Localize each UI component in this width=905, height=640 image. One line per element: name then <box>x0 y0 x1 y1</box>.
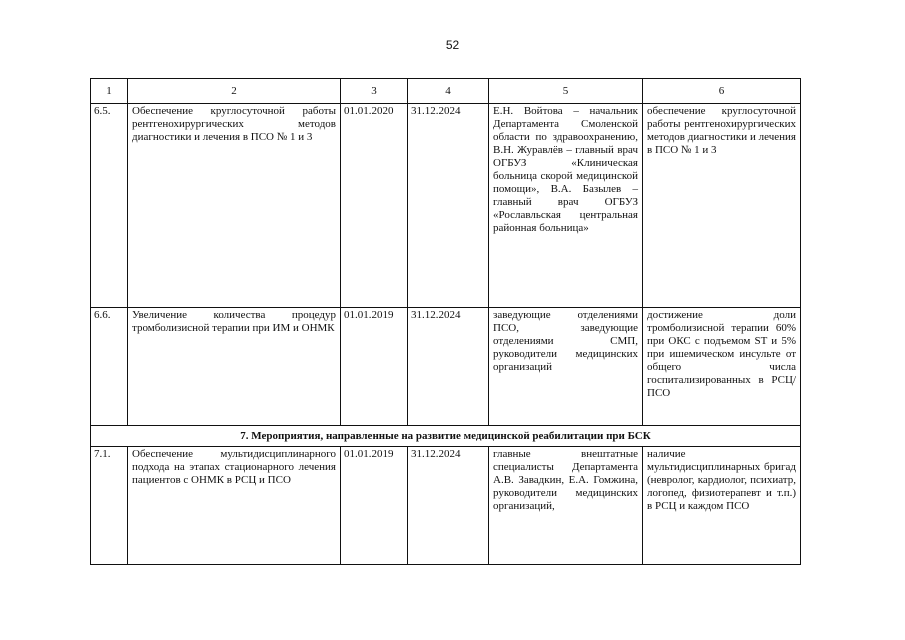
row-number: 6.6. <box>91 308 128 426</box>
column-header: 1 <box>91 79 128 104</box>
expected-result: наличие мультидисциплинарных бригад (невролог, кардиолог, психиатр, логопед, физиотерапевт и т.п.) в РСЦ и каждом ПСО <box>643 447 801 565</box>
responsible-persons: главные внештатные специалисты Департамента А.В. Завадкин, Е.А. Гомжина, руководители медицинских организаций, <box>489 447 643 565</box>
start-date: 01.01.2020 <box>341 104 408 308</box>
end-date: 31.12.2024 <box>408 447 489 565</box>
activity-title: Увеличение количества процедур тромболизисной терапии при ИМ и ОНМК <box>128 308 341 426</box>
start-date: 01.01.2019 <box>341 308 408 426</box>
column-header: 4 <box>408 79 489 104</box>
table-row <box>91 104 801 308</box>
table-row <box>91 447 801 565</box>
row-number: 6.5. <box>91 104 128 308</box>
column-header: 6 <box>643 79 801 104</box>
activity-title: Обеспечение круглосуточной работы рентгенохирургических методов диагностики и лечения в ПСО № 1 и 3 <box>128 104 341 308</box>
table-header-row <box>91 79 801 104</box>
column-header: 3 <box>341 79 408 104</box>
page-number: 52 <box>445 38 460 52</box>
end-date: 31.12.2024 <box>408 104 489 308</box>
start-date: 01.01.2019 <box>341 447 408 565</box>
section-header-row <box>91 426 801 447</box>
end-date: 31.12.2024 <box>408 308 489 426</box>
column-header: 2 <box>128 79 341 104</box>
responsible-persons: заведующие отделениями ПСО, заведующие отделениями СМП, руководители медицинских организаций <box>489 308 643 426</box>
activity-title: Обеспечение мультидисциплинарного подхода на этапах стационарного лечения пациентов с ОНМК в РСЦ и ПСО <box>128 447 341 565</box>
row-number: 7.1. <box>91 447 128 565</box>
activities-table <box>90 78 801 565</box>
responsible-persons: Е.Н. Войтова – начальник Департамента Смоленской области по здравоохранению, В.Н. Журавлёв – главный врач ОГБУЗ «Клиническая больница скорой медицинской помощи», В.А. Базылев – главный врач ОГБУЗ «Рославльская центральная районная больница» <box>489 104 643 308</box>
expected-result: достижение доли тромболизисной терапии 60% при ОКС с подъемом ST и 5% при ишемическом инсульте от общего числа госпитализированных в РСЦ/ПСО <box>643 308 801 426</box>
table-row <box>91 308 801 426</box>
expected-result: обеспечение круглосуточной работы рентгенохирургических методов диагностики и лечения в ПСО № 1 и 3 <box>643 104 801 308</box>
section-title: 7. Мероприятия, направленные на развитие медицинской реабилитации при БСК <box>91 426 801 447</box>
column-header: 5 <box>489 79 643 104</box>
